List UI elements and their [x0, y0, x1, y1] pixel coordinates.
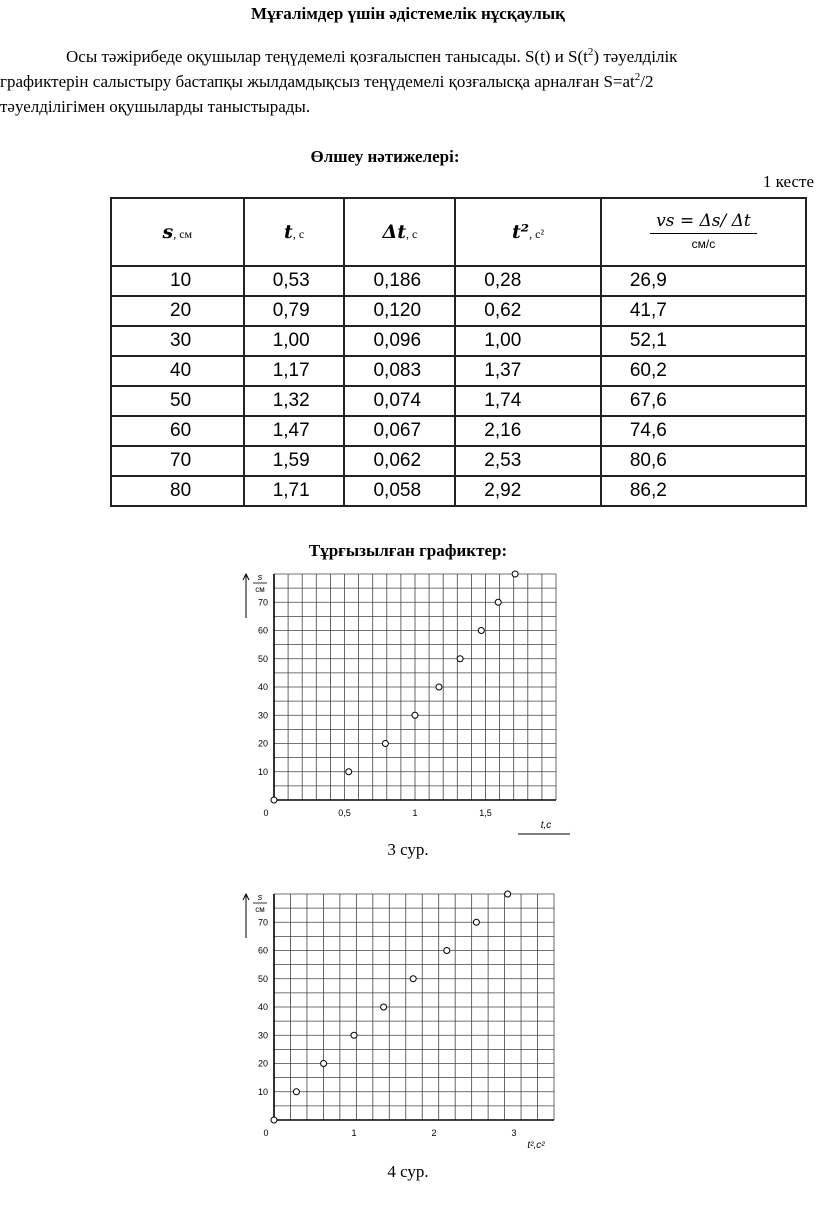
y-tick-label: 20	[257, 738, 268, 749]
data-point	[271, 1117, 277, 1123]
y-tick-label: 40	[257, 1002, 268, 1012]
data-point	[512, 571, 518, 577]
cell-dt: 0,186	[344, 266, 455, 296]
x-tick-label: 0	[263, 1128, 269, 1138]
results-heading: Өлшеу нәтижелері:	[310, 147, 460, 166]
cell-t2: 0,62	[455, 296, 601, 326]
x-tick-label: 3	[511, 1128, 517, 1138]
cell-velocity: 67,6	[601, 386, 806, 416]
data-point	[382, 741, 388, 747]
x-tick-label: 2	[431, 1128, 437, 1138]
table-label: 1 кесте	[762, 172, 814, 191]
cell-t2: 0,28	[455, 266, 601, 296]
header-dt-symbol: Δt	[382, 220, 406, 243]
y-tick-label: 30	[257, 710, 268, 721]
cell-t: 1,32	[244, 386, 345, 416]
cell-s: 10	[111, 266, 244, 296]
y-tick-label: 10	[257, 766, 268, 777]
y-tick-label: 60	[257, 945, 268, 956]
cell-s: 30	[111, 326, 244, 356]
paragraph-line-2	[0, 69, 816, 94]
header-t2-symbol: t²	[512, 220, 530, 243]
y-tick-label: 10	[257, 1086, 268, 1097]
chart-s-vs-t-squared	[230, 880, 570, 1150]
cell-velocity: 52,1	[601, 326, 806, 356]
data-point	[271, 797, 277, 803]
y-axis-label-bottom: см	[255, 905, 265, 914]
data-point	[351, 1032, 357, 1038]
table-body	[111, 266, 806, 506]
y-axis-label-top: s	[257, 572, 263, 582]
intro-paragraph	[0, 44, 816, 119]
table-row	[111, 266, 806, 296]
cell-t2: 2,92	[455, 476, 601, 506]
graphs-heading: Тұрғызылған графиктер:	[308, 541, 508, 560]
header-s-symbol: s	[162, 220, 174, 243]
cell-dt: 0,074	[344, 386, 455, 416]
header-s	[111, 198, 244, 266]
cell-velocity: 80,6	[601, 446, 806, 476]
header-t2	[455, 198, 601, 266]
header-t	[244, 198, 345, 266]
cell-t: 1,17	[244, 356, 345, 386]
paragraph-line-1-sup: 2	[587, 46, 594, 58]
paragraph-line-1-b: ) тәуелділік	[593, 47, 678, 66]
cell-t: 1,71	[244, 476, 345, 506]
results-table	[110, 197, 807, 507]
data-point	[436, 684, 442, 690]
document-title: Мұғалімдер үшін әдістемелік нұсқаулық	[251, 4, 565, 23]
header-t2-unit: , с²	[529, 226, 545, 241]
y-tick-label: 70	[257, 917, 268, 928]
cell-dt: 0,096	[344, 326, 455, 356]
cell-t: 0,79	[244, 296, 345, 326]
paragraph-line-1	[0, 44, 816, 69]
cell-velocity: 60,2	[601, 356, 806, 386]
cell-s: 20	[111, 296, 244, 326]
table-row	[111, 356, 806, 386]
data-point	[346, 769, 352, 775]
table-row	[111, 416, 806, 446]
paragraph-line-1-a: Осы тәжірибеде оқушылар теңүдемелі қозғалыспен танысады. S(t) и S(t	[66, 47, 588, 66]
y-tick-label: 70	[257, 597, 268, 608]
cell-dt: 0,062	[344, 446, 455, 476]
data-point	[478, 628, 484, 634]
cell-dt: 0,058	[344, 476, 455, 506]
cell-velocity: 41,7	[601, 296, 806, 326]
data-point	[321, 1061, 327, 1067]
table-row	[111, 476, 806, 506]
cell-velocity: 74,6	[601, 416, 806, 446]
cell-t: 1,47	[244, 416, 345, 446]
cell-t2: 2,16	[455, 416, 601, 446]
x-tick-label: 0	[263, 808, 269, 818]
cell-s: 70	[111, 446, 244, 476]
cell-t: 1,59	[244, 446, 345, 476]
table-row	[111, 326, 806, 356]
y-axis-label-bottom: см	[255, 585, 265, 594]
cell-dt: 0,083	[344, 356, 455, 386]
cell-t: 1,00	[244, 326, 345, 356]
data-point	[412, 712, 418, 718]
paragraph-line-2-a: графиктерін салыстыру бастапқы жылдамдықсыз теңүдемелі қозғалысқа арналған S=at	[0, 72, 635, 91]
y-tick-label: 40	[257, 682, 268, 692]
cell-t2: 2,53	[455, 446, 601, 476]
y-tick-label: 30	[257, 1030, 268, 1041]
x-tick-label: 1,5	[479, 808, 492, 818]
paragraph-line-3: тәуелділігімен оқушыларды таныстырады.	[0, 97, 311, 116]
cell-t2: 1,00	[455, 326, 601, 356]
x-tick-label: 0,5	[338, 808, 351, 818]
cell-t2: 1,74	[455, 386, 601, 416]
data-point	[473, 919, 479, 925]
header-velocity	[601, 198, 806, 266]
caption-fig4: 4 сур.	[387, 1162, 429, 1181]
header-t-unit: , с	[292, 226, 305, 241]
caption-fig3: 3 сур.	[387, 840, 429, 859]
table-row	[111, 446, 806, 476]
data-point	[444, 948, 450, 954]
table-row	[111, 386, 806, 416]
velocity-formula-unit: см/с	[691, 236, 716, 251]
data-point	[410, 976, 416, 982]
table-row	[111, 296, 806, 326]
x-axis-label: t,c	[540, 820, 552, 831]
cell-s: 60	[111, 416, 244, 446]
data-point	[381, 1004, 387, 1010]
paragraph-line-2-sup: 2	[634, 71, 641, 83]
velocity-formula	[650, 211, 757, 251]
paragraph-line-2-b: /2	[640, 72, 654, 91]
data-point	[293, 1089, 299, 1095]
header-dt	[344, 198, 455, 266]
cell-t2: 1,37	[455, 356, 601, 386]
cell-t: 0,53	[244, 266, 345, 296]
chart-s-vs-t	[230, 560, 570, 840]
cell-s: 40	[111, 356, 244, 386]
x-axis-label: t²,c²	[527, 1140, 545, 1150]
y-axis-label-top: s	[257, 892, 263, 902]
cell-velocity: 86,2	[601, 476, 806, 506]
velocity-formula-expression: vs = Δs/ Δt	[650, 211, 757, 234]
y-tick-label: 20	[257, 1058, 268, 1069]
y-tick-label: 50	[257, 973, 268, 984]
cell-velocity: 26,9	[601, 266, 806, 296]
table-header-row	[111, 198, 806, 266]
header-s-unit: , см	[173, 226, 193, 241]
header-dt-unit: , с	[405, 226, 418, 241]
cell-dt: 0,067	[344, 416, 455, 446]
data-point	[505, 891, 511, 897]
x-tick-label: 1	[351, 1128, 357, 1138]
data-point	[457, 656, 463, 662]
y-tick-label: 50	[257, 653, 268, 664]
header-t-symbol: t	[284, 220, 293, 243]
cell-s: 50	[111, 386, 244, 416]
x-tick-label: 1	[412, 808, 418, 818]
y-tick-label: 60	[257, 625, 268, 636]
cell-dt: 0,120	[344, 296, 455, 326]
data-point	[495, 599, 501, 605]
cell-s: 80	[111, 476, 244, 506]
